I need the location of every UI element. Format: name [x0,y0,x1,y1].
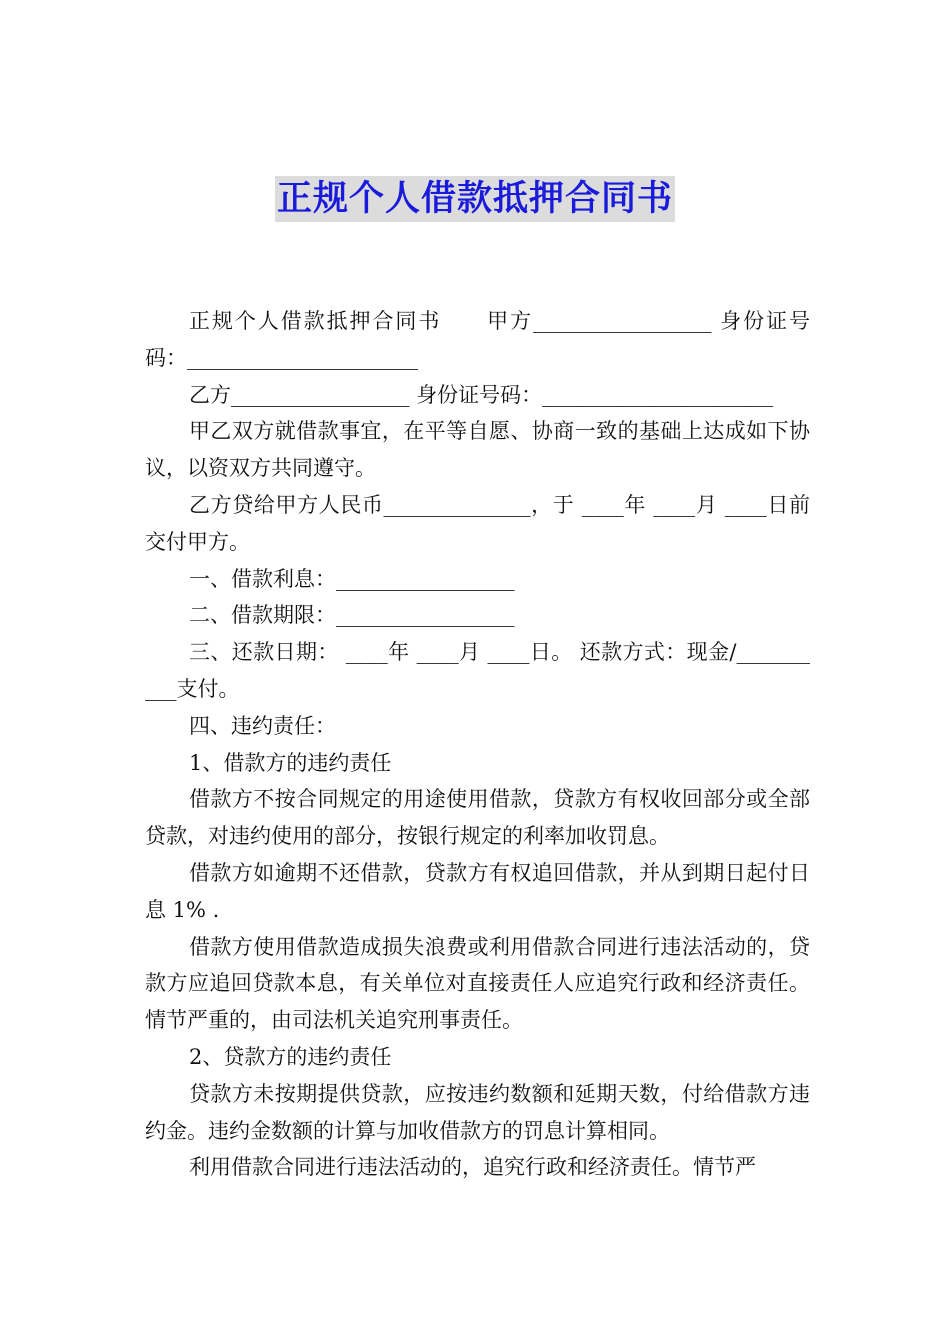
paragraph-loss: 借款方使用借款造成损失浪费或利用借款合同进行违法活动的，贷款方应追回贷款本息，有关单位对直接责任人应追究行政和经济责任。情节严重的，由司法机关追究刑事责任。 [145,934,810,1033]
paragraph-agreement: 甲乙双方就借款事宜，在平等自愿、协商一致的基础上达成如下协议，以资双方共同遵守。 [145,419,810,481]
paragraph-term: 二、借款期限：_________________ [189,603,515,628]
paragraph-borrower-liability-heading: 1、借款方的违约责任 [189,750,392,775]
paragraph-lender-liability-heading: 2、贷款方的违约责任 [189,1044,392,1069]
paragraph-loan-amount: 乙方贷给甲方人民币______________，于 ____年 ____月 ____日前交付甲方。 [145,492,810,554]
paragraph-party-b: 乙方_________________ 身份证号码：______________________ [189,382,774,407]
paragraph-lender-delay: 贷款方未按期提供贷款，应按违约数额和延期天数，付给借款方违约金。违约金数额的计算与加收借款方的罚息计算相同。 [145,1081,810,1143]
document-title: 正规个人借款抵押合同书 [275,176,675,222]
paragraph-overdue: 借款方如逾期不还借款，贷款方有权追回借款，并从到期日起付日息 1% . [145,860,810,922]
paragraph-liability-heading: 四、违约责任： [189,713,336,738]
paragraph-misuse: 借款方不按合同规定的用途使用借款，贷款方有权收回部分或全部贷款，对违约使用的部分，按银行规定的利率加收罚息。 [145,787,810,849]
document-body [145,303,810,1186]
paragraph-interest: 一、借款利息：_________________ [189,566,515,591]
paragraph-repayment: 三、还款日期： ____年 ____月 ____日。 还款方式：现金/__________支付。 [145,640,810,701]
paragraph-illegal-use: 利用借款合同进行违法活动的，追究行政和经济责任。情节严 [189,1155,756,1180]
title-wrap [0,176,950,222]
paragraph-party-a: 正规个人借款抵押合同书 甲方_________________ 身份证号码：______________________ [145,309,810,370]
